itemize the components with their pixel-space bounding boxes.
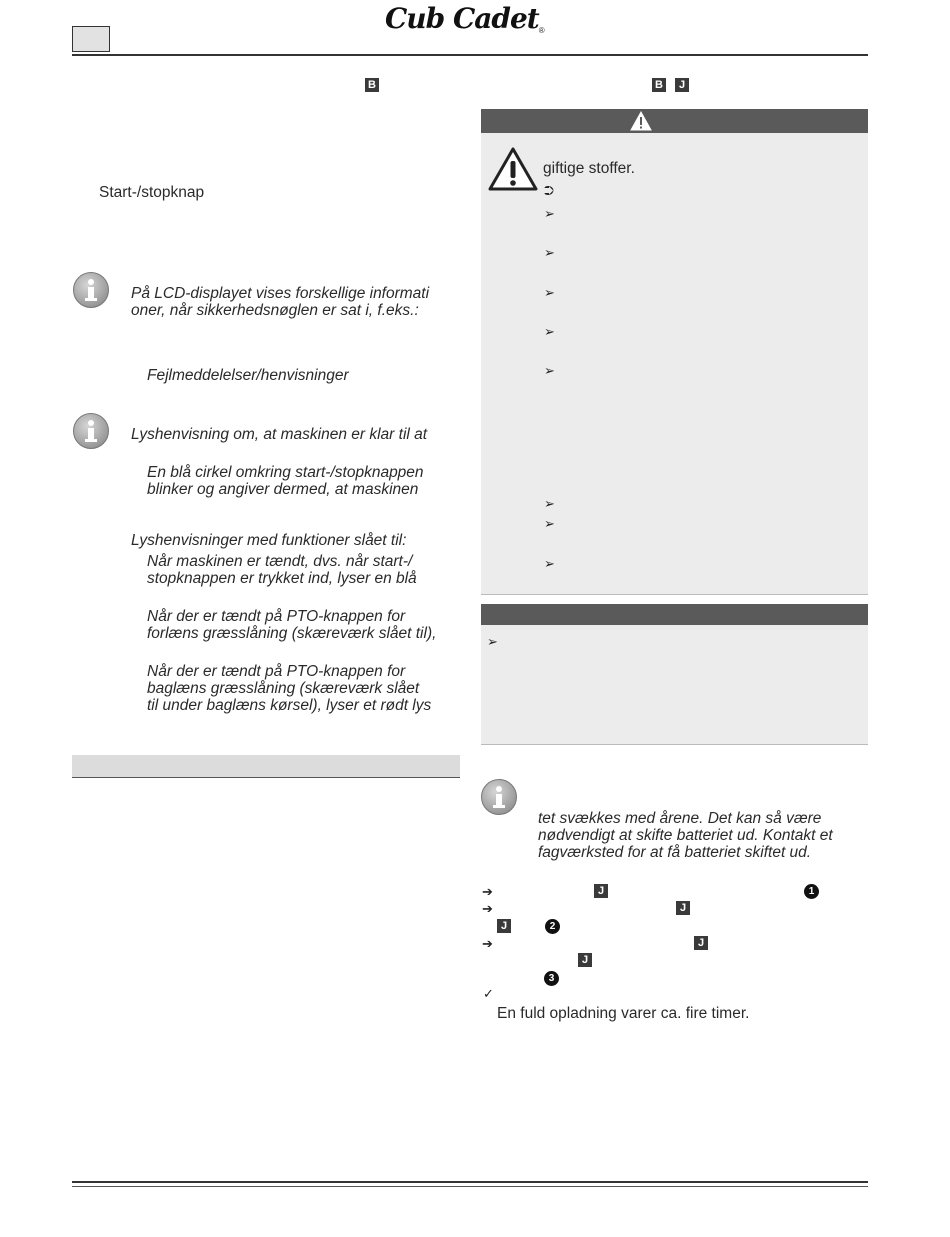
info-text-lcd-line-2: oner, når sikkerhedsnøglen er sat i, f.eks.:: [131, 302, 419, 319]
blue-circle-text-line-2: blinker og angiver dermed, at maskinen: [147, 481, 419, 498]
step-number-2: 2: [545, 919, 560, 934]
section-badge-b: B: [652, 78, 666, 92]
function-2-line-2: forlæns græsslåning (skæreværk slået til),: [147, 625, 437, 642]
warning-header-bar: [481, 109, 868, 133]
figure-badge-j: J: [497, 919, 511, 933]
figure-badge-j: J: [594, 884, 608, 898]
battery-info-line-3: fagværksted for at få batteriet skiftet ud.: [538, 844, 812, 861]
step-number-1: 1: [804, 884, 819, 899]
arrowhead-bullet-icon: ➢: [544, 245, 555, 260]
warning-triangle-icon: [487, 146, 539, 192]
arrow-right-icon: ➔: [482, 901, 493, 916]
arrow-right-icon: ➔: [482, 936, 493, 951]
section-badge-b: B: [365, 78, 379, 92]
figure-badge-j: J: [676, 901, 690, 915]
function-3-line-2: baglæns græsslåning (skæreværk slået: [147, 680, 420, 697]
function-2-line-1: Når der er tændt på PTO-knappen for: [147, 608, 406, 625]
registered-mark: ®: [538, 26, 545, 35]
function-3-line-3: til under baglæns kørsel), lyser et rødt lys: [147, 697, 432, 714]
info-icon: [481, 779, 517, 815]
arrowhead-bullet-icon: ➢: [544, 496, 555, 511]
arrowhead-bullet-icon: ➢: [544, 556, 555, 571]
arrow-right-icon: ➔: [482, 884, 493, 899]
note-panel: [481, 604, 868, 745]
hook-arrow-icon: ⮊: [544, 183, 554, 198]
brand-logo-text: Cub Cadet: [385, 2, 539, 35]
step-number-3: 3: [544, 971, 559, 986]
functions-heading: Lyshenvisninger med funktioner slået til:: [131, 532, 407, 549]
info-icon: [73, 413, 109, 449]
check-icon: ✓: [483, 986, 494, 1001]
brand-logo: [385, 2, 565, 38]
arrowhead-bullet-icon: ➢: [487, 634, 498, 649]
page-number-box: [72, 26, 110, 52]
warning-small-icon: [630, 111, 652, 131]
battery-info-line-2: nødvendigt at skifte batteriet ud. Kontakt et: [538, 827, 833, 844]
section-heading-band: [72, 755, 460, 778]
info-text-lcd-line-1: På LCD-displayet vises forskellige informati: [131, 285, 430, 302]
function-1-line-1: Når maskinen er tændt, dvs. når start-/: [147, 553, 413, 570]
warning-panel: [481, 109, 868, 595]
figure-badge-j: J: [578, 953, 592, 967]
charge-note: En fuld opladning varer ca. fire timer.: [497, 1005, 750, 1022]
footer-rule-bottom: [72, 1186, 868, 1187]
arrowhead-bullet-icon: ➢: [544, 206, 555, 221]
warning-text: giftige stoffer.: [543, 160, 635, 177]
arrowhead-bullet-icon: ➢: [544, 363, 555, 378]
section-badge-j: J: [675, 78, 689, 92]
battery-info-line-1: tet svækkes med årene. Det kan så være: [538, 810, 822, 827]
figure-badge-j: J: [694, 936, 708, 950]
arrowhead-bullet-icon: ➢: [544, 324, 555, 339]
info-icon: [73, 272, 109, 308]
footer-rule-top: [72, 1181, 868, 1183]
function-3-line-1: Når der er tændt på PTO-knappen for: [147, 663, 406, 680]
note-header-bar: [481, 604, 868, 625]
blue-circle-text-line-1: En blå cirkel omkring start-/stopknappen: [147, 464, 424, 481]
arrowhead-bullet-icon: ➢: [544, 516, 555, 531]
function-1-line-2: stopknappen er trykket ind, lyser en blå: [147, 570, 417, 587]
start-stop-label: Start-/stopknap: [99, 184, 205, 201]
arrowhead-bullet-icon: ➢: [544, 285, 555, 300]
error-messages-item: Fejlmeddelelser/henvisninger: [147, 367, 349, 384]
info-text-light-indicator: Lyshenvisning om, at maskinen er klar til at: [131, 426, 428, 443]
header-rule: [72, 54, 868, 56]
